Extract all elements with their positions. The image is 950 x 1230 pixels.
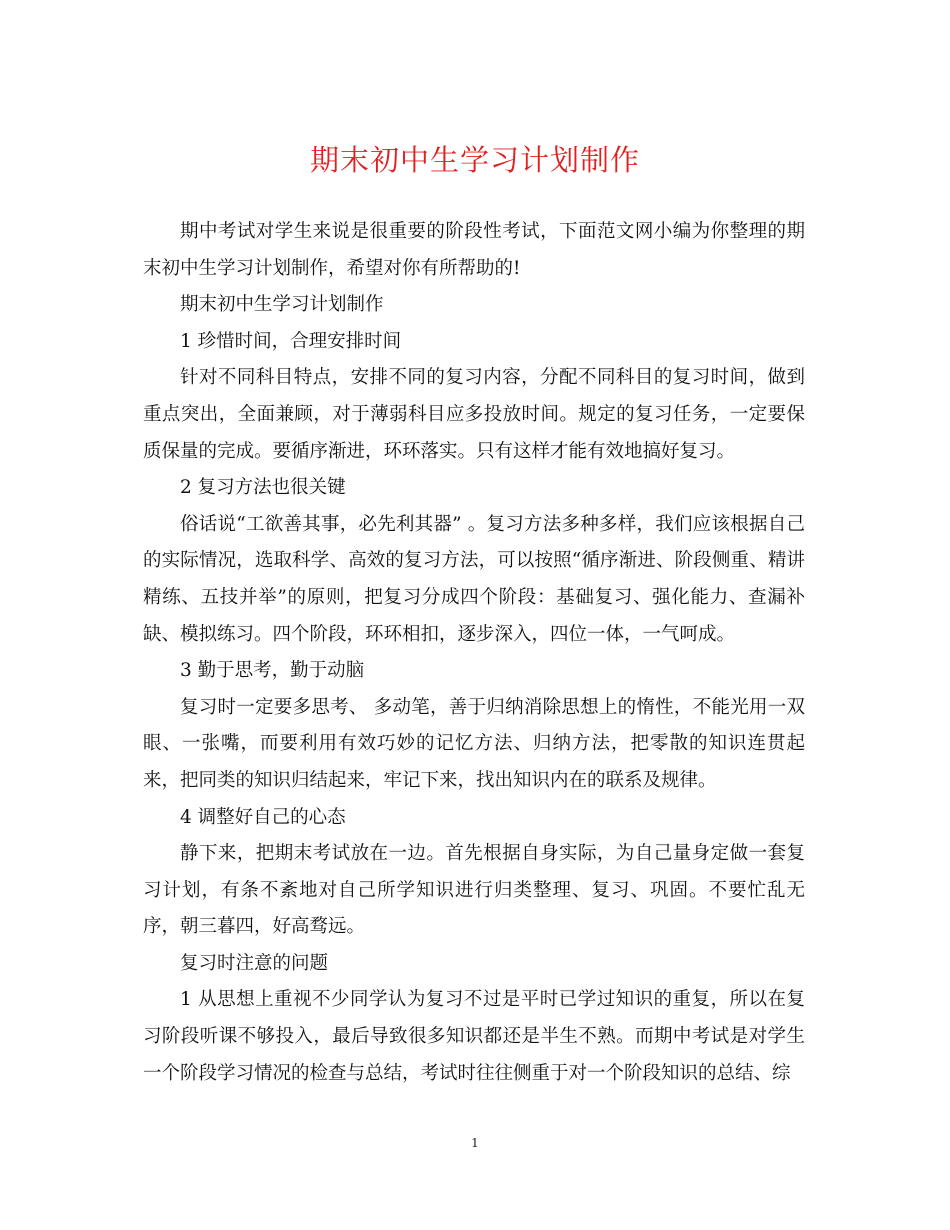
section-heading-4: 4 调整好自己的心态 [180,806,346,828]
section-heading-1: 1 珍惜时间，合理安排时间 [180,330,402,352]
document-body [143,214,805,1092]
page-number: 1 [471,1136,479,1150]
section-heading-plan: 期末初中生学习计划制作 [180,294,384,316]
paragraph-1: 针对不同科目特点，安排不同的复习内容，分配不同科目的复习时间，做到重点突出，全面兼顾，对于薄弱科目应多投放时间。规定的复习任务，一定要保质保量的完成。要循序渐进，环环落实。只有这样才能有效地搞好复习。 [143,367,805,462]
section-heading-3: 3 勤于思考，勤于动脑 [180,660,365,682]
paragraph-intro: 期中考试对学生来说是很重要的阶段性考试，下面范文网小编为你整理的期末初中生学习计划制作，希望对你有所帮助的! [143,221,805,279]
section-heading-2: 2 复习方法也很关键 [180,477,346,499]
document-title: 期末初中生学习计划制作 [309,143,640,177]
paragraph-2: 俗话说“工欲善其事，必先利其器” 。复习方法多种多样，我们应该根据自己的实际情况，选取科学、高效的复习方法，可以按照“循序渐进、阶段侧重、精讲精练、五技并举”的原则，把复习分成四个阶段：基础复习、强化能力、查漏补缺、模拟练习。四个阶段，环环相扣，逐步深入，四位一体，一气呵成。 [143,513,805,645]
paragraph-3: 复习时一定要多思考、 多动笔，善于归纳消除思想上的惰性，不能光用一双眼、一张嘴，而要利用有效巧妙的记忆方法、归纳方法，把零散的知识连贯起来，把同类的知识归结起来，牢记下来，找出知识内在的联系及规律。 [143,696,805,791]
section-heading-notes: 复习时注意的问题 [180,952,329,974]
paragraph-notes-1: 1 从思想上重视不少同学认为复习不过是平时已学过知识的重复，所以在复习阶段听课不够投入，最后导致很多知识都还是半生不熟。而期中考试是对学生一个阶段学习情况的检查与总结，考试时往往侧重于对一个阶段知识的总结、综 [143,989,805,1084]
paragraph-4: 静下来，把期末考试放在一边。首先根据自身实际，为自己量身定做一套复习计划，有条不紊地对自己所学知识进行归类整理、复习、巩固。不要忙乱无序，朝三暮四，好高骛远。 [143,843,805,938]
